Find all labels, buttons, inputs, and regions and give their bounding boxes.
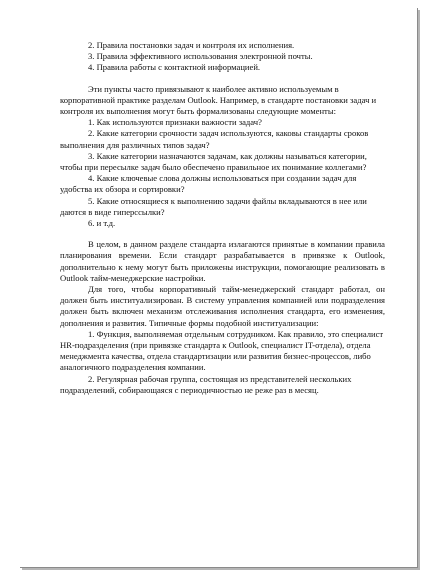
paragraph-gap <box>60 229 385 239</box>
paragraph-gap <box>60 74 385 84</box>
question-item: 1. Как используются признаки важности задач? <box>88 117 262 128</box>
form-item: 2. Регулярная рабочая группа, состоящая из представителей нескольких подразделений, собирающаяся с периодичностью не реже раз в месяц. <box>60 373 352 395</box>
list-item: 2. Правила постановки задач и контроля их исполнения. <box>88 40 295 50</box>
question-item: 6. и т.д. <box>88 218 116 229</box>
question-item: 5. Какие относящиеся к выполнению задачи файлы вкладываются в нее или даются в виде гиперссылки? <box>60 195 367 217</box>
paragraph-outlook-sections: Эти пункты часто привязывают к наиболее активно используемым в корпоративной практике разделам Outlook. Например, в стандарте постановки задач и контроля их выполнения могут быть формализованы следующие моменты: <box>60 83 377 117</box>
paragraph-time-planning: В целом, в данном разделе стандарта излагаются принятые в компании правила планирования времени. Если стандарт разрабатывается в привязке к Outlook, дополнительно к нему могут быть приложены инструкции, помогающие реализовать в Outlook тайм-менеджерские настройки. <box>60 239 385 283</box>
list-item: 3. Правила эффективного использования электронной почты. <box>88 51 313 62</box>
list-item: 4. Правила работы с контактной информацией. <box>88 62 261 73</box>
document-body <box>60 40 385 396</box>
document-page <box>20 8 418 568</box>
question-item: 4. Какие ключевые слова должны использоваться при создании задач для удобства их обзора и сортировки? <box>60 173 357 195</box>
form-item: 1. Функция, выполняемая отдельным сотрудником. Как правило, это специалист HR-подразделения (при привязке стандарта к Outlook, специалист IT-отдела), отдела менеджмента качества, отдела стандартизации или развития бизнес-процессов, либо аналогичного подразделения компании. <box>60 328 384 373</box>
question-item: 2. Какие категории срочности задач используются, каковы стандарты сроков выполнения для различных типов задач? <box>60 128 369 150</box>
paragraph-institutionalization: Для того, чтобы корпоративный тайм-менеджерский стандарт работал, он должен быть институализирован. В систему управления компанией или подразделения должен быть включен механизм отслеживания исполнения стандарта, его изменения, дополнения и развития. Типичные формы подобной институализации: <box>60 284 385 328</box>
question-item: 3. Какие категории назначаются задачам, как должны называться категории, чтобы при пересылке задач было обеспечено правильное их понимание коллегами? <box>60 150 367 173</box>
